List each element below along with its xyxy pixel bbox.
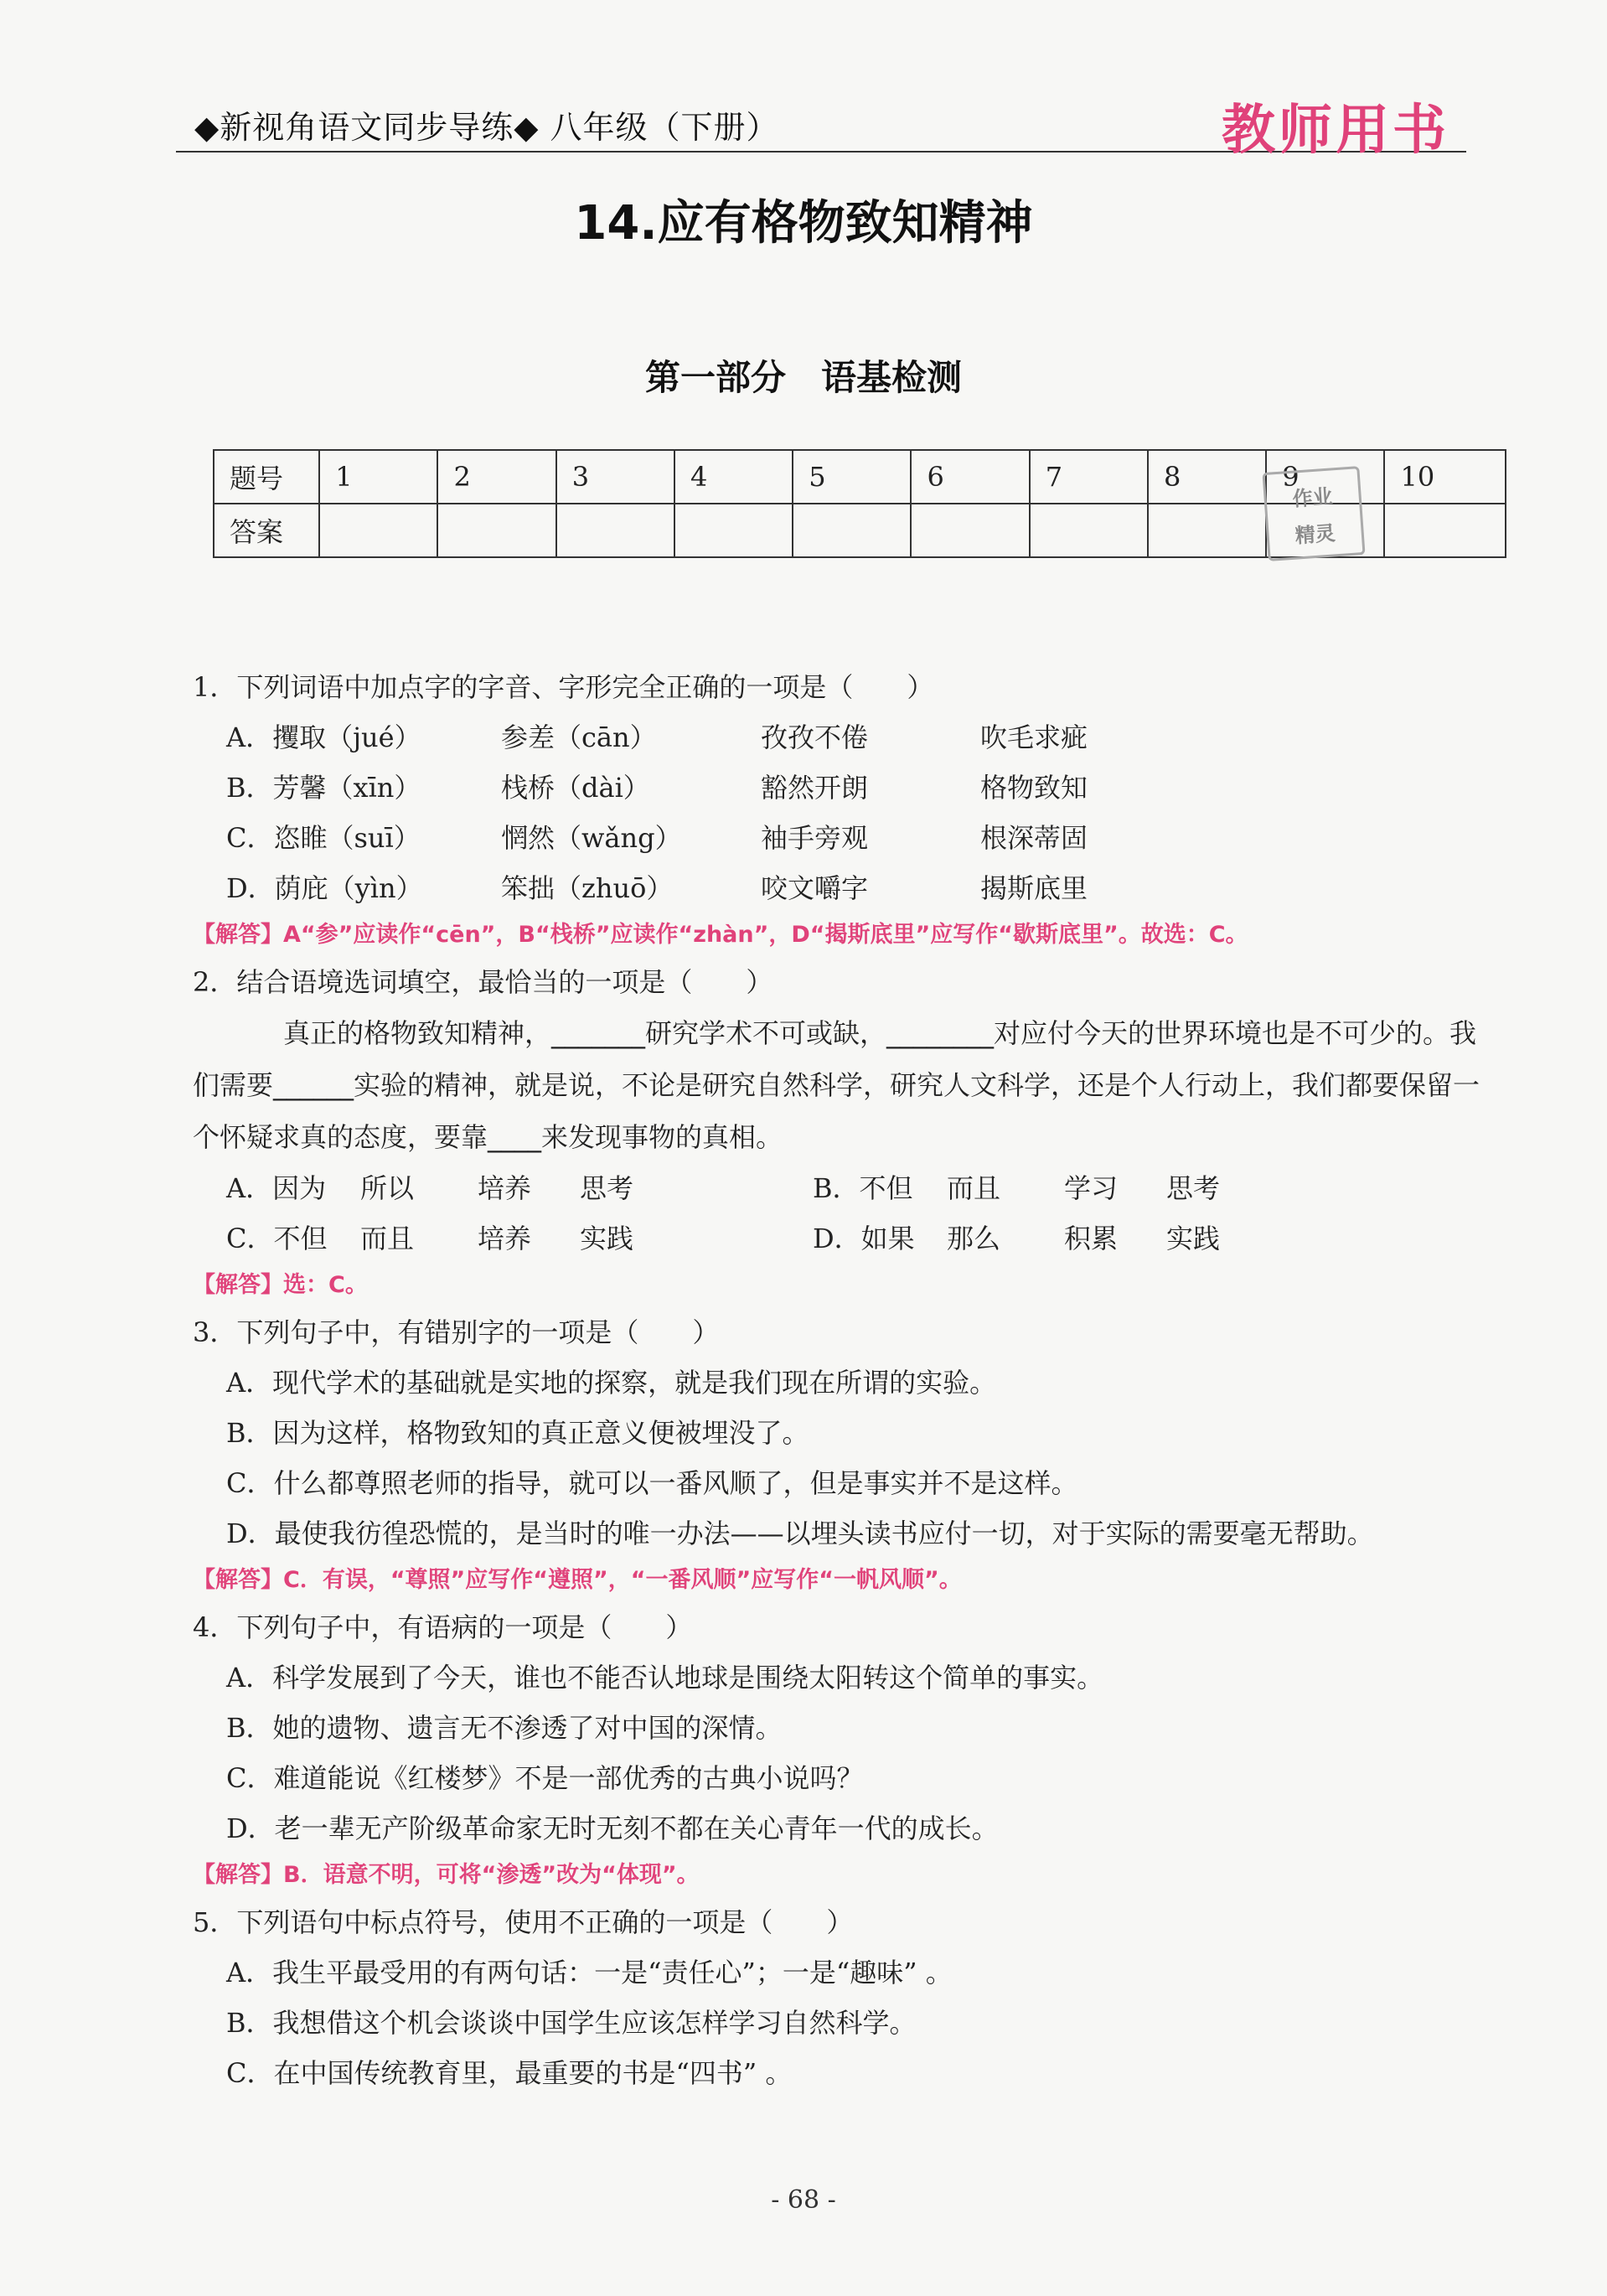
option-cell: 那么 bbox=[947, 1223, 1001, 1254]
q4-option-c: C．难道能说《红楼梦》不是一部优秀的古典小说吗？ bbox=[226, 1762, 864, 1794]
option-cell: 实践 bbox=[1166, 1223, 1221, 1254]
option-cell: 培养 bbox=[478, 1172, 532, 1204]
q5-option-c: C．在中国传统教育里，最重要的书是“四书” 。 bbox=[226, 2057, 793, 2089]
table-number: 9 bbox=[1266, 450, 1384, 504]
option-cell: 培养 bbox=[478, 1223, 532, 1254]
answer-cell[interactable] bbox=[1384, 504, 1506, 557]
teacher-edition-badge: 教师用书 bbox=[1222, 100, 1449, 162]
q4-option-a: A．科学发展到了今天，谁也不能否认地球是围绕太阳转这个简单的事实。 bbox=[226, 1662, 1104, 1694]
answer-cell[interactable] bbox=[556, 504, 674, 557]
q3-option-a: A．现代学术的基础就是实地的探察，就是我们现在所谓的实验。 bbox=[226, 1367, 997, 1399]
option-cell: B．不但 bbox=[813, 1172, 913, 1204]
option-cell: B．芳馨（xīn） bbox=[226, 772, 421, 804]
option-cell: 学习 bbox=[1064, 1172, 1119, 1204]
option-cell: A．攫取（jué） bbox=[226, 721, 421, 753]
option-cell: 笨拙（zhuō） bbox=[501, 872, 674, 904]
answer-cell[interactable] bbox=[437, 504, 555, 557]
option-cell: 袖手旁观 bbox=[761, 822, 869, 854]
option-cell: D．如果 bbox=[813, 1223, 915, 1254]
q2-answer: 【解答】选：C。 bbox=[193, 1272, 368, 1298]
option-cell: 而且 bbox=[360, 1223, 415, 1254]
q5-option-b: B．我想借这个机会谈谈中国学生应该怎样学习自然科学。 bbox=[226, 2007, 917, 2039]
answer-cell[interactable] bbox=[1148, 504, 1266, 557]
q1-option-a bbox=[193, 712, 1483, 763]
answer-cell[interactable] bbox=[911, 504, 1029, 557]
page-header bbox=[176, 99, 1466, 162]
q3-answer: 【解答】C．有误，“尊照”应写作“遵照”，“一番风顺”应写作“一帆风顺”。 bbox=[193, 1567, 962, 1593]
table-number: 4 bbox=[674, 450, 793, 504]
page-number: - 68 - bbox=[771, 2185, 836, 2215]
q1-option-c bbox=[193, 813, 1483, 863]
question-content bbox=[193, 662, 1483, 2098]
q4-option-b: B．她的遗物、遗言无不渗透了对中国的深情。 bbox=[226, 1712, 783, 1744]
q4-stem: 4．下列句子中，有语病的一项是（ ） bbox=[193, 1611, 693, 1643]
table-number: 2 bbox=[437, 450, 555, 504]
q2-options-row1 bbox=[193, 1163, 1483, 1213]
option-cell: 思考 bbox=[1166, 1172, 1221, 1204]
option-cell: 思考 bbox=[580, 1172, 634, 1204]
table-number: 7 bbox=[1030, 450, 1148, 504]
table-number: 5 bbox=[793, 450, 911, 504]
option-cell: 惘然（wǎng） bbox=[501, 822, 682, 854]
table-number: 8 bbox=[1148, 450, 1266, 504]
option-cell: 参差（cān） bbox=[501, 721, 657, 753]
table-label-number: 题号 bbox=[214, 450, 319, 504]
q3-option-d: D．最使我彷徨恐慌的，是当时的唯一办法——以埋头读书应付一切，对于实际的需要毫无帮助。 bbox=[226, 1518, 1374, 1549]
q1-answer: 【解答】A“参”应读作“cēn”，B“栈桥”应读作“zhàn”，D“揭斯底里”应写作“歇斯底里”。故选：C。 bbox=[193, 922, 1248, 948]
q4-answer: 【解答】B．语意不明，可将“渗透”改为“体现”。 bbox=[193, 1862, 700, 1888]
stamp-line1: 作业 bbox=[1291, 484, 1334, 511]
section-heading: 第一部分 语基检测 bbox=[644, 357, 962, 398]
answer-cell[interactable] bbox=[1030, 504, 1148, 557]
option-cell: 根深蒂固 bbox=[980, 822, 1088, 854]
lesson-title: 14.应有格物致知精神 bbox=[574, 196, 1033, 251]
option-cell: 所以 bbox=[360, 1172, 415, 1204]
option-cell: 豁然开朗 bbox=[761, 772, 869, 804]
option-cell: 吹毛求疵 bbox=[980, 721, 1088, 753]
answer-cell[interactable] bbox=[319, 504, 437, 557]
option-cell: 咬文嚼字 bbox=[761, 872, 869, 904]
table-number: 3 bbox=[556, 450, 674, 504]
q2-passage: 真正的格物致知精神，_______研究学术不可或缺，________对应付今天的世界环境也是不可少的。我们需要______实验的精神，就是说，不论是研究自然科学，研究人文科学，还是个人行动上，我们都要保留一个怀疑求真的态度，要靠____来发现事物的真相。 bbox=[193, 1017, 1480, 1153]
series-title: ◆新视角语文同步导练◆ 八年级（下册） bbox=[194, 109, 779, 146]
option-cell: 格物致知 bbox=[980, 772, 1088, 804]
q1-option-d bbox=[193, 863, 1483, 913]
q3-option-b: B．因为这样，格物致知的真正意义便被埋没了。 bbox=[226, 1417, 809, 1449]
option-cell: 栈桥（dài） bbox=[501, 772, 650, 804]
option-cell: 积累 bbox=[1064, 1223, 1119, 1254]
option-cell: A．因为 bbox=[226, 1172, 327, 1204]
answer-cell[interactable] bbox=[793, 504, 911, 557]
option-cell: C．恣睢（suī） bbox=[226, 822, 421, 854]
option-cell: 实践 bbox=[580, 1223, 634, 1254]
option-cell: 孜孜不倦 bbox=[761, 721, 869, 753]
q5-option-a: A．我生平最受用的有两句话：一是“责任心”；一是“趣味” 。 bbox=[226, 1957, 953, 1988]
q3-stem: 3．下列句子中，有错别字的一项是（ ） bbox=[193, 1316, 720, 1348]
q2-stem: 2．结合语境选词填空，最恰当的一项是（ ） bbox=[193, 966, 773, 998]
q4-option-d: D．老一辈无产阶级革命家无时无刻不都在关心青年一代的成长。 bbox=[226, 1812, 999, 1844]
option-cell: D．荫庇（yìn） bbox=[226, 872, 423, 904]
q5-stem: 5．下列语句中标点符号，使用不正确的一项是（ ） bbox=[193, 1906, 854, 1938]
table-number: 6 bbox=[911, 450, 1029, 504]
q3-option-c: C．什么都尊照老师的指导，就可以一番风顺了，但是事实并不是这样。 bbox=[226, 1467, 1078, 1499]
option-cell: 而且 bbox=[947, 1172, 1001, 1204]
table-number: 10 bbox=[1384, 450, 1506, 504]
table-label-answer: 答案 bbox=[214, 504, 319, 557]
q1-stem: 1．下列词语中加点字的字音、字形完全正确的一项是（ ） bbox=[193, 671, 934, 703]
watermark-stamp bbox=[1262, 466, 1365, 561]
option-cell: C．不但 bbox=[226, 1223, 328, 1254]
answer-cell[interactable] bbox=[674, 504, 793, 557]
q2-options-row2 bbox=[193, 1213, 1483, 1264]
option-cell: 揭斯底里 bbox=[980, 872, 1088, 904]
stamp-line2: 精灵 bbox=[1294, 521, 1336, 548]
table-number: 1 bbox=[319, 450, 437, 504]
q1-option-b bbox=[193, 763, 1483, 813]
